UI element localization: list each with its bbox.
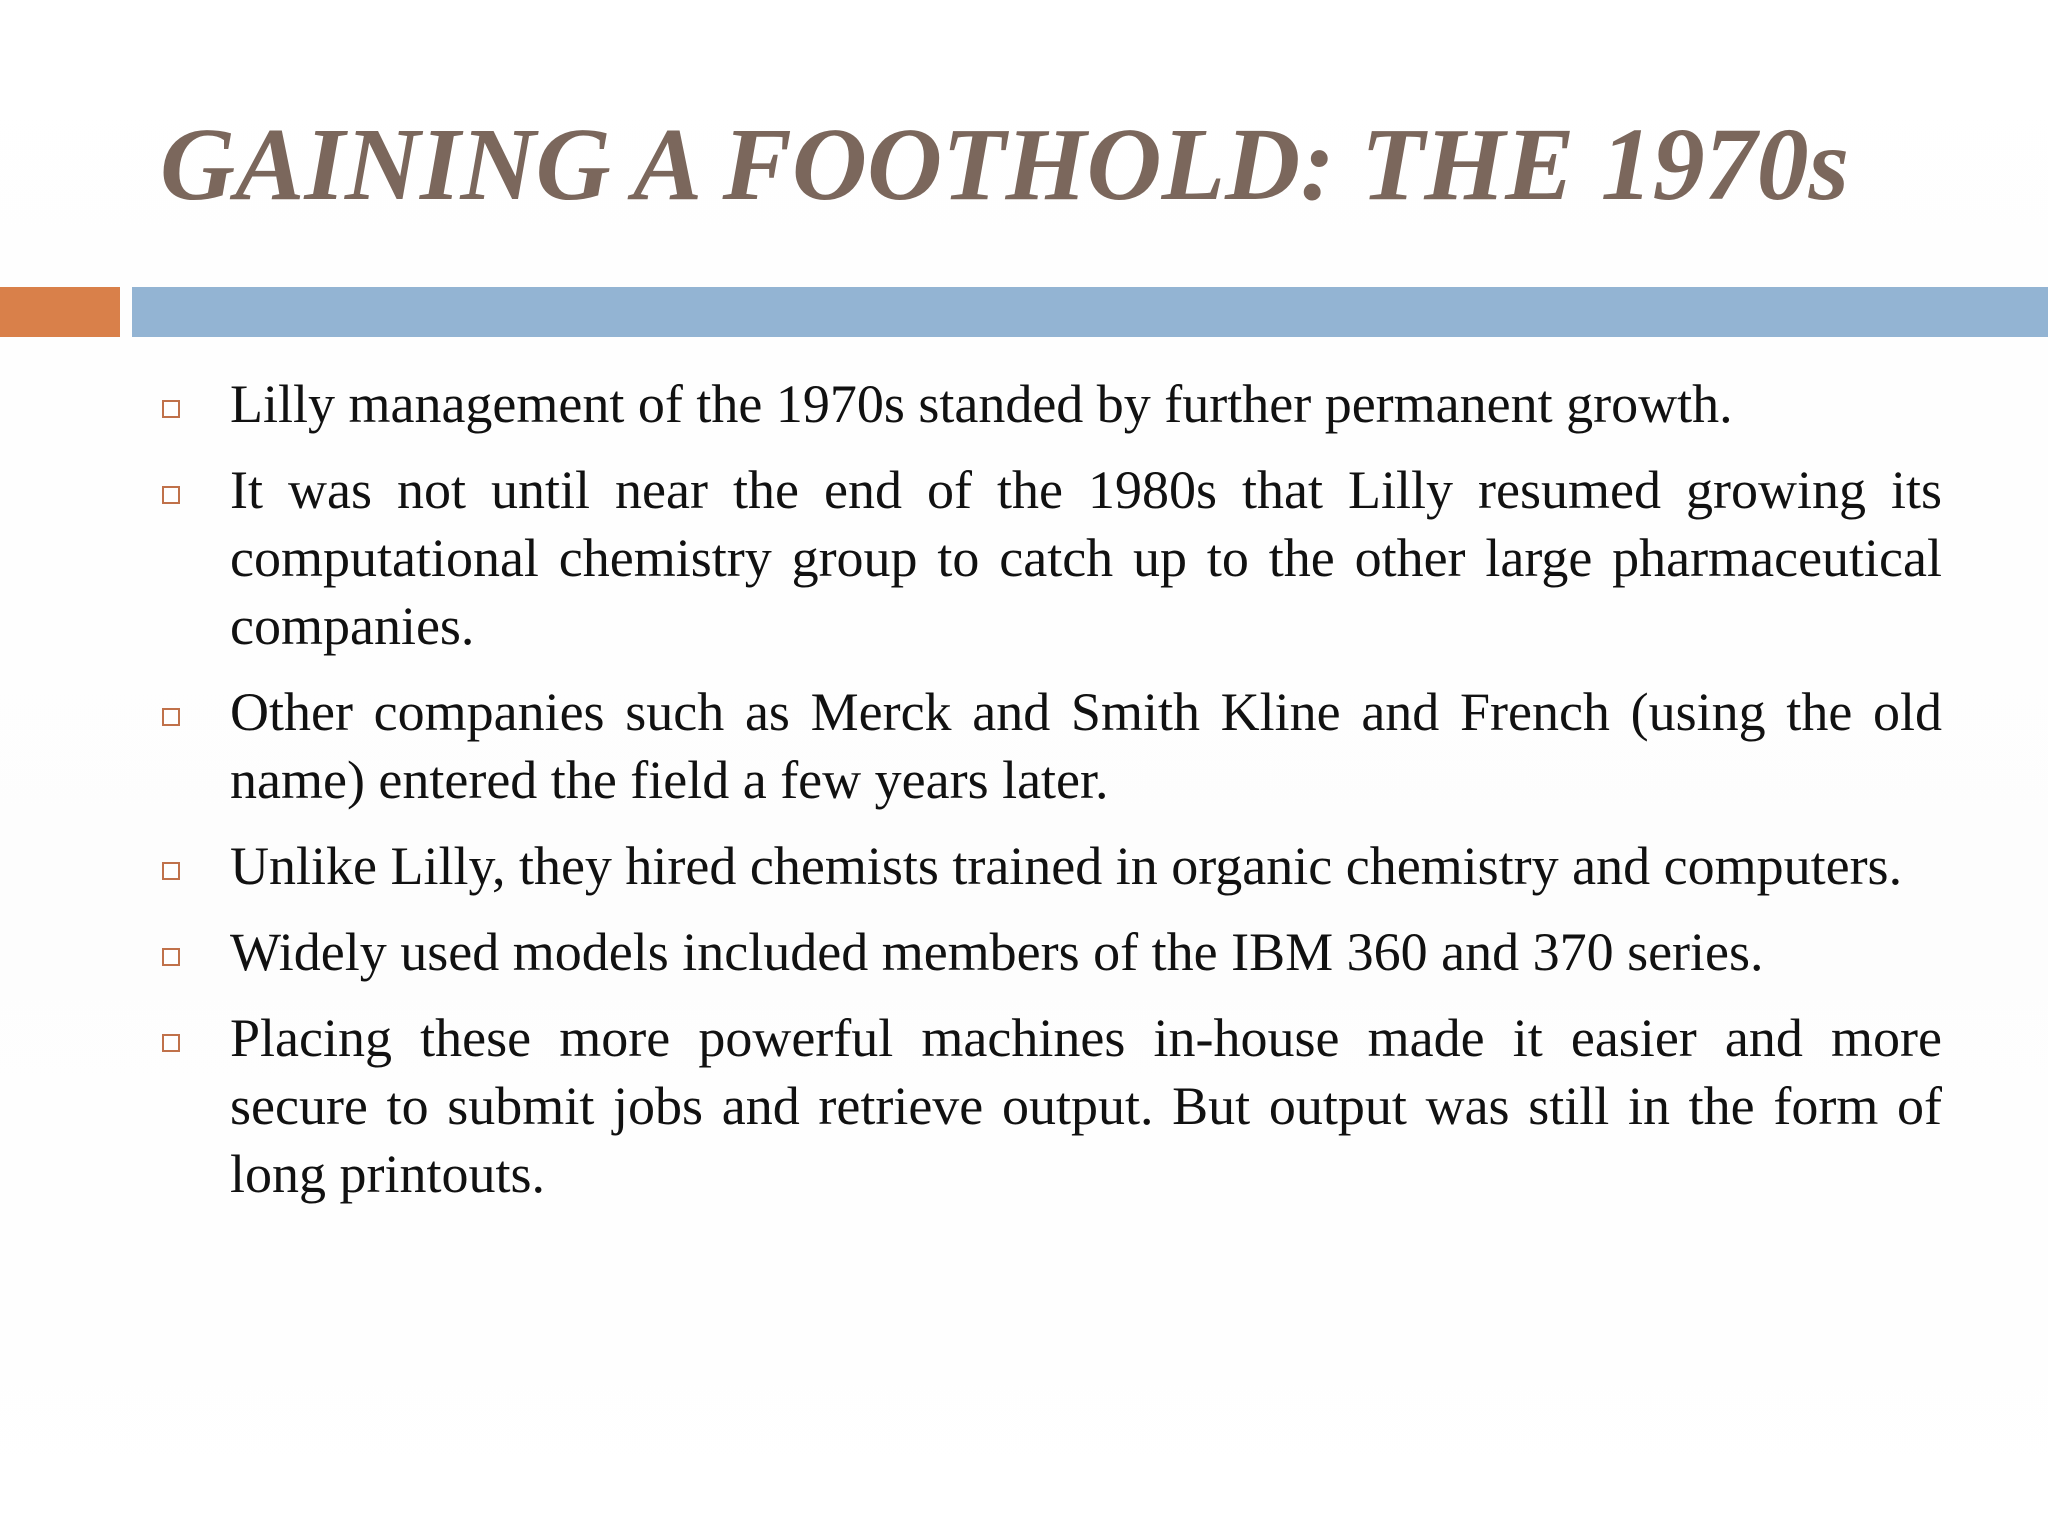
- slide-title: GAINING A FOOTHOLD: THE 1970s: [160, 107, 1850, 222]
- accent-bar-blue: [132, 287, 2048, 337]
- bullet-item: [160, 456, 1942, 660]
- accent-bar-orange: [0, 287, 120, 337]
- bullet-item: [160, 918, 1942, 986]
- hollow-square-bullet-icon: [162, 948, 180, 966]
- bullet-item: [160, 832, 1942, 900]
- hollow-square-bullet-icon: [162, 862, 180, 880]
- bullet-text: Widely used models included members of the IBM 360 and 370 series.: [230, 922, 1764, 982]
- bullet-item: [160, 1004, 1942, 1208]
- bullet-item: [160, 678, 1942, 814]
- bullet-text: Other companies such as Merck and Smith Kline and French (using the old name) entered the field a few years later.: [230, 682, 1942, 810]
- bullet-item: [160, 370, 1942, 438]
- hollow-square-bullet-icon: [162, 400, 180, 418]
- hollow-square-bullet-icon: [162, 486, 180, 504]
- bullet-text: It was not until near the end of the 1980s that Lilly resumed growing its computational chemistry group to catch up to the other large pharmaceutical companies.: [230, 460, 1942, 656]
- bullet-text: Unlike Lilly, they hired chemists trained in organic chemistry and computers.: [230, 836, 1903, 896]
- hollow-square-bullet-icon: [162, 708, 180, 726]
- bullet-text: Lilly management of the 1970s standed by further permanent growth.: [230, 374, 1733, 434]
- bullet-list: [160, 370, 1942, 1226]
- hollow-square-bullet-icon: [162, 1034, 180, 1052]
- bullet-text: Placing these more powerful machines in-house made it easier and more secure to submit jobs and retrieve output. But output was still in the form of long printouts.: [230, 1008, 1942, 1204]
